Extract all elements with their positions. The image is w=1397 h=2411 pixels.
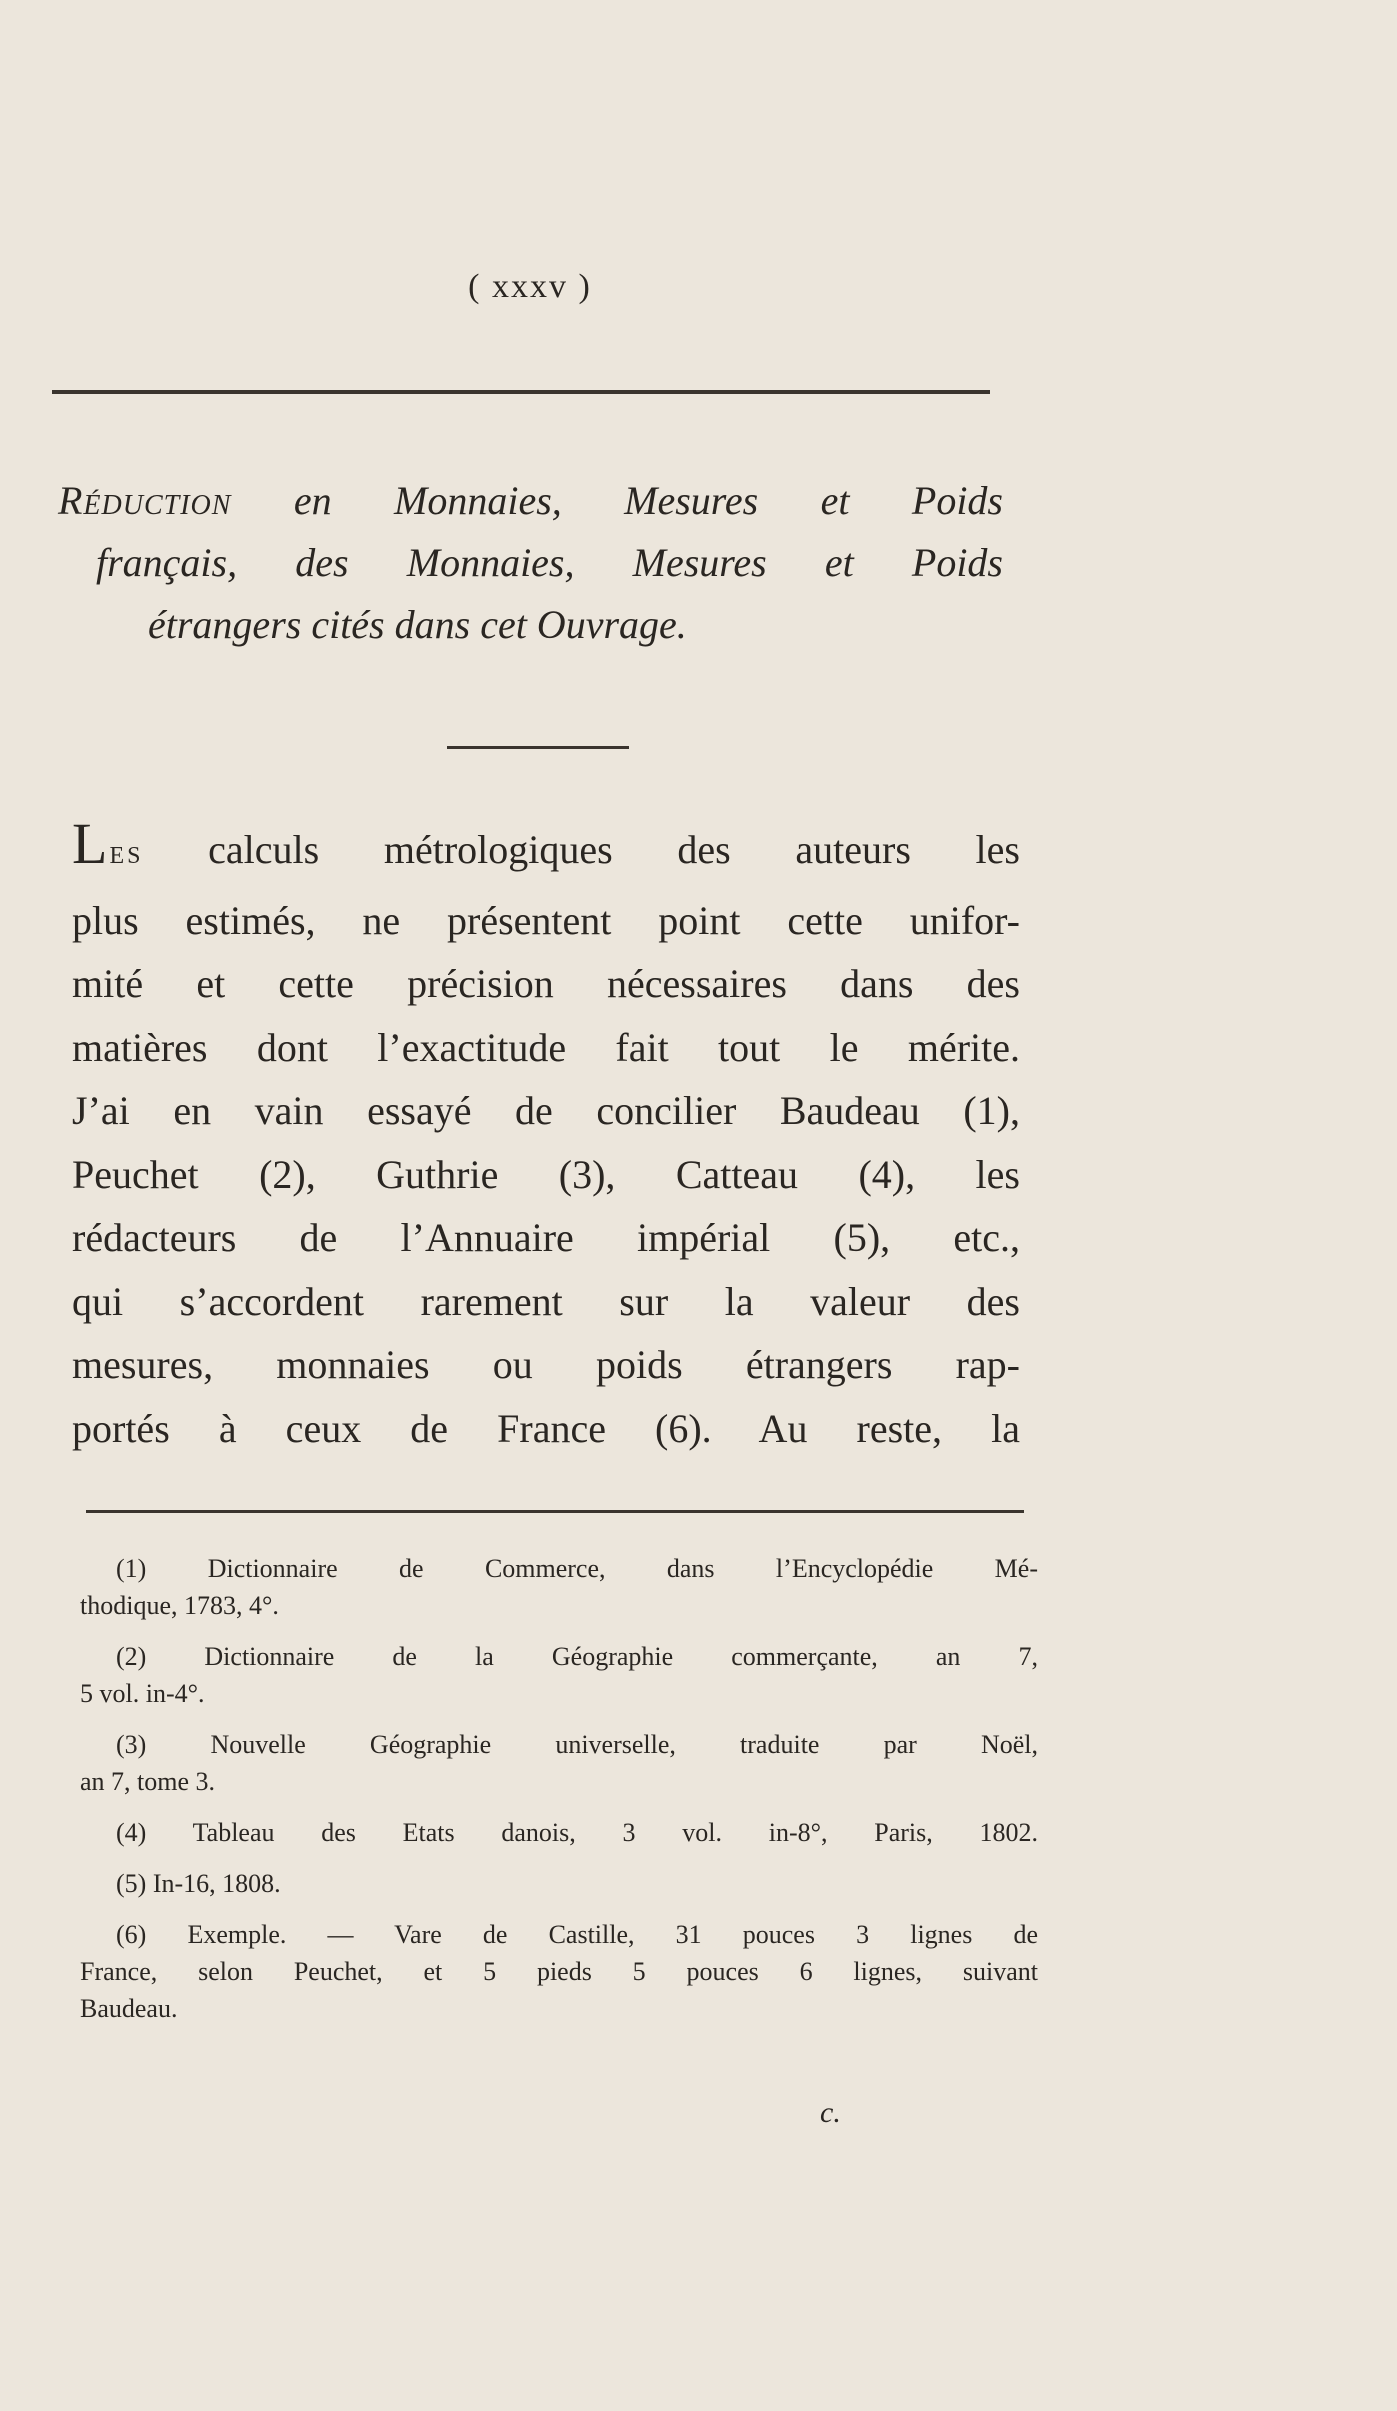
footnotes (80, 1550, 1038, 2041)
body-line-1-rest: calculs métrologiques des auteurs les (143, 827, 1020, 872)
body-paragraph (72, 811, 1020, 1460)
footnote-2 (80, 1638, 1038, 1712)
body-line: matières dont l’exactitude fait tout le mérite. (72, 1024, 1020, 1070)
footnote-rule (86, 1510, 1024, 1513)
footnote-5 (80, 1865, 1038, 1902)
body-line: mesures, monnaies ou poids étrangers rap- (72, 1342, 1020, 1387)
body-line-1 (72, 811, 1020, 889)
title-line-3: étrangers cités dans cet Ouvrage. (148, 602, 687, 647)
header-rule (52, 390, 990, 394)
footnote-line: Baudeau. (80, 1994, 178, 2023)
body-line: J’ai en vain essayé de concilier Baudeau (1), (72, 1088, 1020, 1133)
title-line-1-rest: en Monnaies, Mesures et Poids (231, 478, 1003, 523)
body-line: portés à ceux de France (6). Au reste, la (72, 1405, 1020, 1451)
footnote-line: (5) In-16, 1808. (116, 1869, 281, 1898)
title-small-caps: Réduction (58, 478, 232, 523)
body-line: plus estimés, ne présentent point cette unifor- (72, 897, 1020, 943)
footnote-4 (80, 1814, 1038, 1851)
footnote-line: (3) Nouvelle Géographie universelle, traduite par Noël, (116, 1730, 1038, 1759)
footnote-3 (80, 1726, 1038, 1800)
body-line: rédacteurs de l’Annuaire impérial (5), etc., (72, 1215, 1020, 1260)
drop-cap-rest: ES (109, 843, 144, 869)
footnote-line: (2) Dictionnaire de la Géographie commerçante, an 7, (116, 1642, 1038, 1671)
footnote-6 (80, 1916, 1038, 2027)
drop-cap: L (72, 811, 108, 876)
section-title (58, 470, 1003, 656)
footnote-1 (80, 1550, 1038, 1624)
footnote-line: an 7, tome 3. (80, 1767, 216, 1796)
footnote-line: 5 vol. in-4°. (80, 1679, 205, 1708)
footnote-line: thodique, 1783, 4°. (80, 1591, 279, 1620)
footnote-line: (1) Dictionnaire de Commerce, dans l’Encyclopédie Mé- (116, 1554, 1038, 1583)
title-line-2: français, des Monnaies, Mesures et Poids (96, 540, 1003, 585)
footnote-line: France, selon Peuchet, et 5 pieds 5 pouces 6 lignes, suivant (80, 1957, 1038, 1986)
running-head: ( xxxv ) (468, 268, 592, 305)
footnote-line: (4) Tableau des Etats danois, 3 vol. in-8°, Paris, 1802. (116, 1818, 1038, 1847)
title-line-1 (58, 470, 1003, 532)
body-line: mité et cette précision nécessaires dans des (72, 961, 1020, 1006)
body-line: qui s’accordent rarement sur la valeur des (72, 1278, 1020, 1324)
footnote-line: (6) Exemple. — Vare de Castille, 31 pouces 3 lignes de (116, 1920, 1038, 1949)
section-divider (447, 746, 629, 749)
body-line: Peuchet (2), Guthrie (3), Catteau (4), les (72, 1151, 1020, 1197)
signature-mark: c. (820, 2096, 841, 2129)
